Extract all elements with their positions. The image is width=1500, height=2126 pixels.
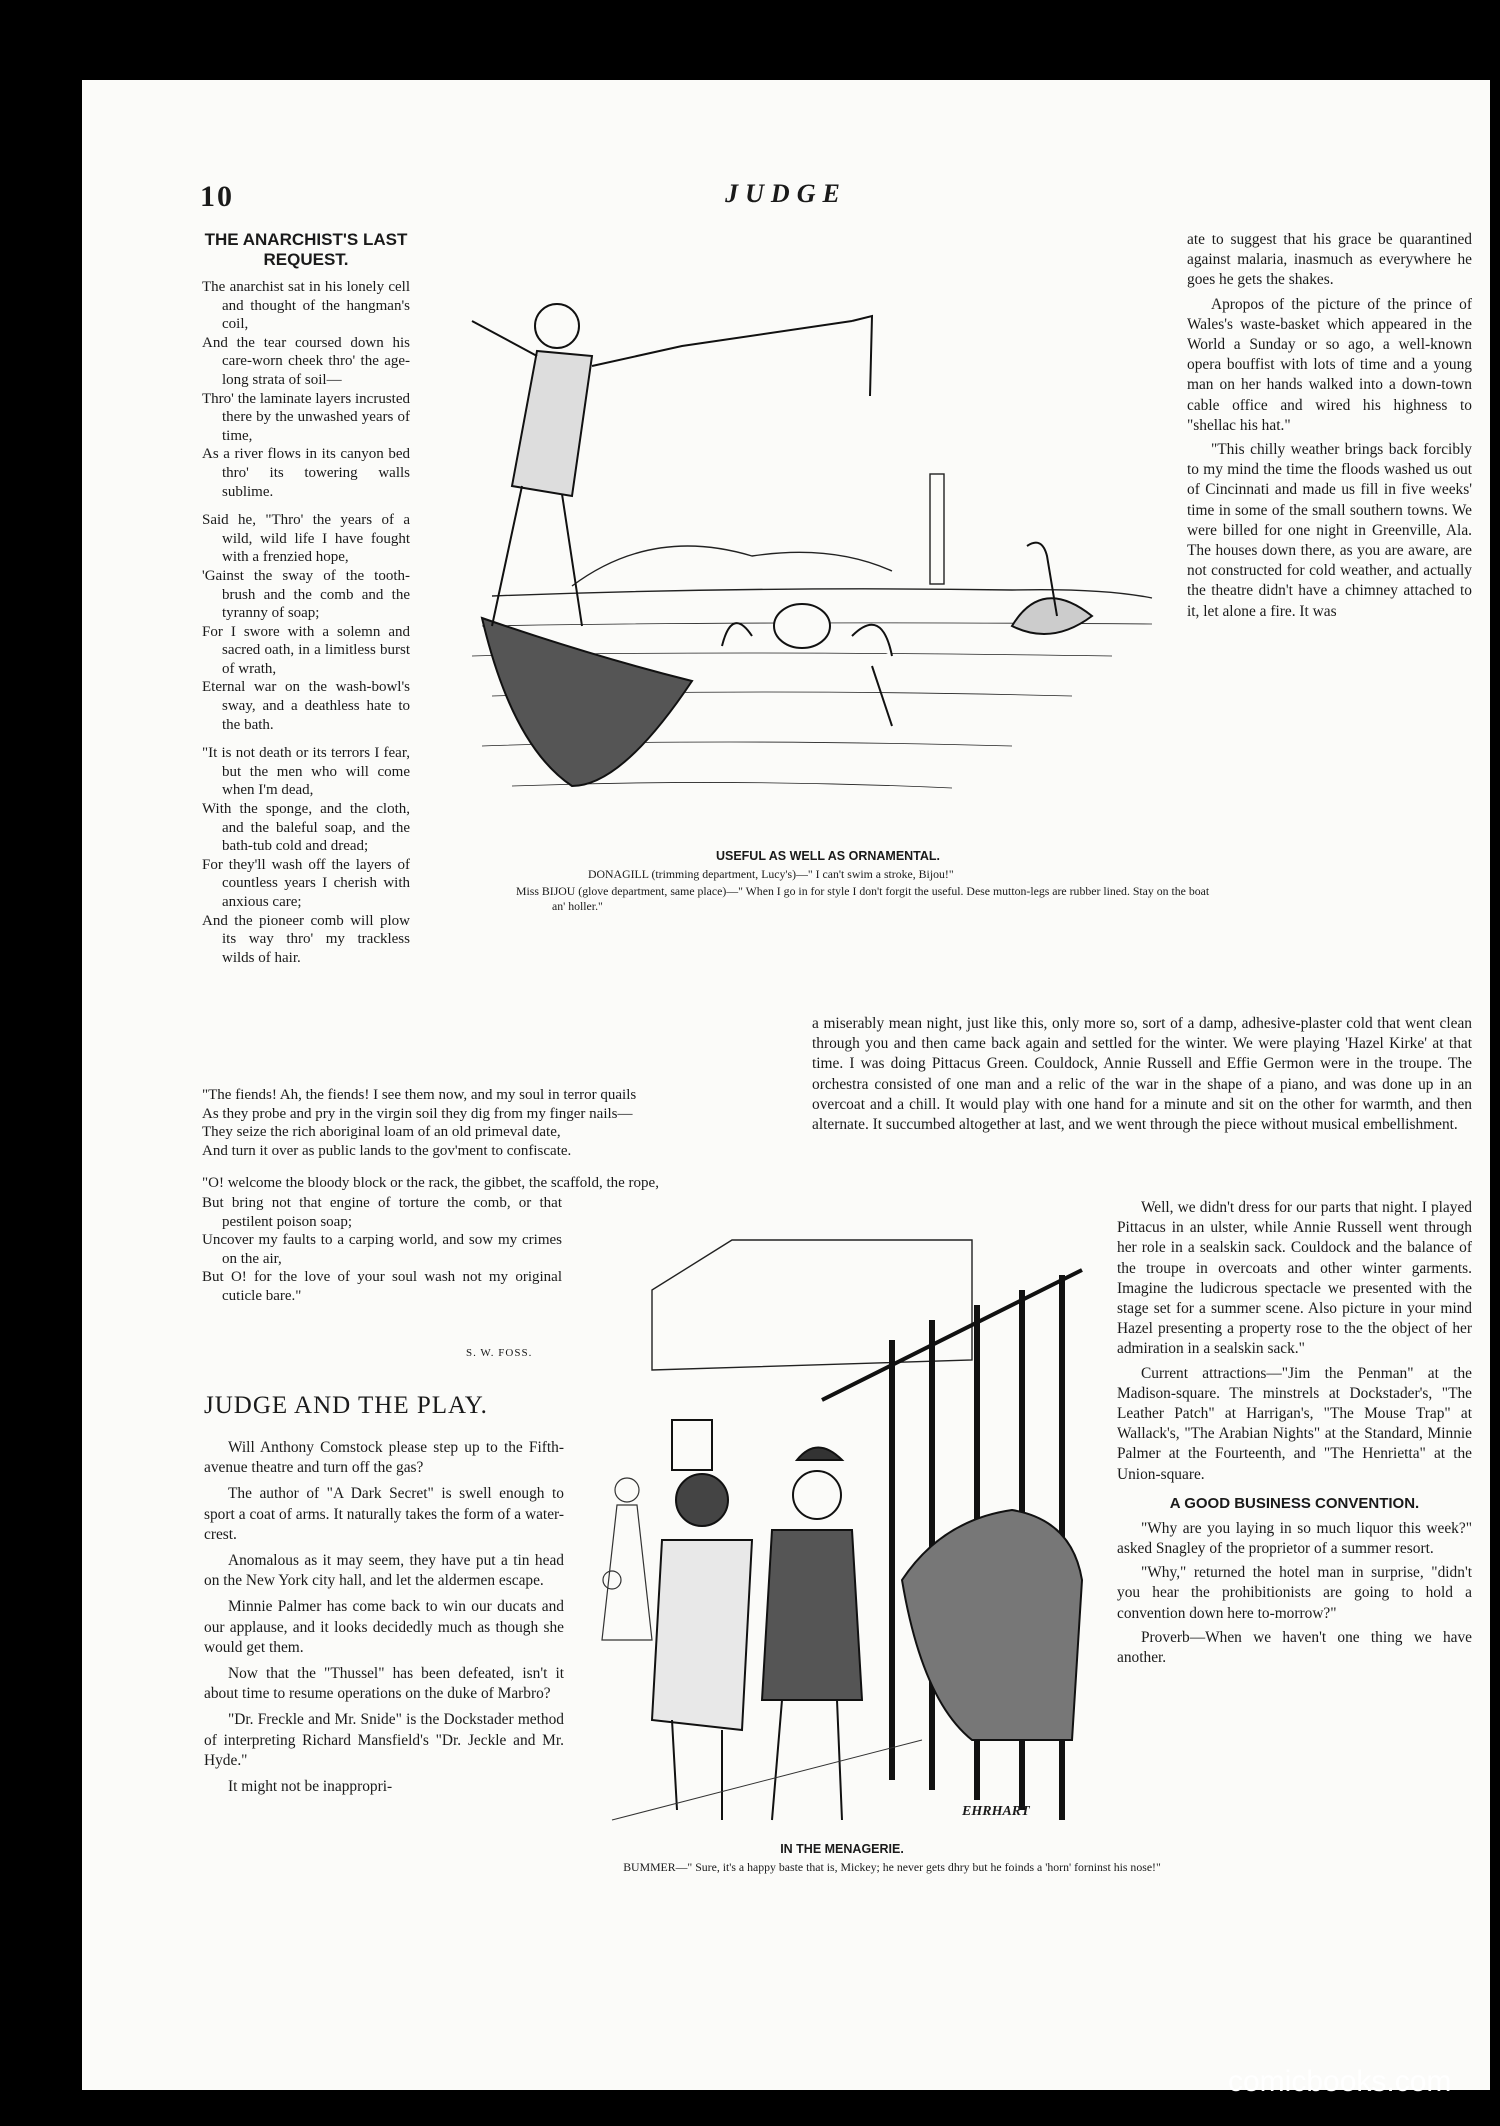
poem-line: For they'll wash off the layers of countless years I cherish with anxious care; bbox=[202, 856, 410, 910]
poem-author: S. W. FOSS. bbox=[466, 1347, 533, 1359]
paragraph: The author of "A Dark Secret" is swell enough to sport a coat of arms. It naturally takes the form of a water-crest. bbox=[204, 1485, 564, 1543]
right-column-top bbox=[1187, 230, 1472, 622]
business-title: A GOOD BUSINESS CONVENTION. bbox=[1169, 1494, 1420, 1512]
paragraph: Now that the "Thussel" has been defeated, isn't it about time to resume operations on the duke of Marbro? bbox=[204, 1665, 564, 1703]
cartoon2-title: IN THE MENAGERIE. bbox=[780, 1842, 904, 1856]
poem-line: And turn it over as public lands to the gov'ment to confiscate. bbox=[202, 1142, 572, 1159]
magazine-page bbox=[82, 80, 1490, 2090]
play-column bbox=[204, 1438, 564, 1797]
paragraph: ate to suggest that his grace be quarantined against malaria, inasmuch as everywhere he goes he gets the shakes. bbox=[1187, 231, 1472, 289]
poem-line: Thro' the laminate layers incrusted there by the unwashed years of time, bbox=[202, 390, 410, 444]
poem-line: And the pioneer comb will plow its way thro' my trackless wilds of hair. bbox=[202, 912, 410, 966]
poem-line: But O! for the love of your soul wash not my original cuticle bare." bbox=[202, 1269, 562, 1304]
paragraph: Current attractions—"Jim the Penman" at the Madison-square. The minstrels at Dockstader's, "The Leather Patch" at Harrigan's, "The Mouse Trap" at Wallack's, "The Arabian Nights" at the Standard, Minnie Palmer at the Fourteenth, and "The Henrietta" at the Union-square. bbox=[1117, 1364, 1472, 1483]
play-title: JUDGE AND THE PLAY. bbox=[204, 1392, 488, 1419]
running-title: JUDGE bbox=[725, 179, 847, 208]
right-column-lower bbox=[1117, 1198, 1472, 1668]
poem-stanza-3 bbox=[202, 744, 410, 967]
page-number: 10 bbox=[200, 180, 234, 213]
poem-line: But bring not that engine of torture the comb, or that pestilent poison soap; bbox=[202, 1195, 562, 1230]
cartoon2-signature: EHRHART bbox=[962, 1804, 1030, 1819]
poem-line: They seize the rich aboriginal loam of an old primeval date, bbox=[202, 1124, 561, 1141]
paragraph: "Why are you laying in so much liquor this week?" asked Snagley of the proprietor of a summer resort. bbox=[1117, 1519, 1472, 1558]
poem-stanza-5a bbox=[202, 1174, 788, 1193]
paragraph: Apropos of the picture of the prince of Wales's waste-basket which appeared in the World a Sunday or so ago, a well-known opera bouffist with lots of time and a young man on her hands walked into a down-town cable office and wired his highness to "shellac his hat." bbox=[1187, 295, 1472, 434]
cartoon2-caption: BUMMER—" Sure, it's a happy baste that is, Mickey; he never gets dhry but he foinds a 'horn' forninst his nose!" bbox=[623, 1860, 1161, 1874]
poem-line: For I swore with a solemn and sacred oath, in a limitless burst of wrath, bbox=[202, 623, 410, 677]
cartoon-menagerie bbox=[592, 1220, 1092, 1840]
cartoon1-title: USEFUL AS WELL AS ORNAMENTAL. bbox=[715, 849, 941, 863]
paragraph: Anomalous as it may seem, they have put a tin head on the New York city hall, and let the aldermen escape. bbox=[204, 1552, 564, 1590]
poem-stanza-1 bbox=[202, 278, 410, 501]
paragraph: "Why," returned the hotel man in surprise, "didn't you hear the prohibitionists are going to hold a convention down here to-morrow?" bbox=[1117, 1564, 1472, 1622]
poem-line: "O! welcome the bloody block or the rack, the gibbet, the scaffold, the rope, bbox=[202, 1175, 659, 1191]
poem-line: Uncover my faults to a carping world, and sow my crimes on the air, bbox=[202, 1232, 562, 1267]
paragraph: "Dr. Freckle and Mr. Snide" is the Dockstader method of interpreting Richard Mansfield's "Dr. Jeckle and Mr. Hyde." bbox=[204, 1711, 564, 1769]
poem-title: THE ANARCHIST'S LAST REQUEST. bbox=[204, 230, 408, 270]
paragraph: Minnie Palmer has come back to win our ducats and our applause, and it looks decidedly much as though she would get them. bbox=[204, 1598, 564, 1656]
poem-line: "It is not death or its terrors I fear, but the men who will come when I'm dead, bbox=[202, 745, 410, 799]
poem-line: As they probe and pry in the virgin soil they dig from my finger nails— bbox=[202, 1105, 633, 1122]
poem-line: 'Gainst the sway of the tooth-brush and the comb and the tyranny of soap; bbox=[202, 567, 410, 622]
poem-line: With the sponge, and the cloth, and the baleful soap, and the bath-tub cold and dread; bbox=[202, 801, 410, 855]
poem-line: Said he, "Thro' the years of a wild, wild life I have fought with a frenzied hope, bbox=[202, 512, 410, 566]
paragraph: "This chilly weather brings back forcibly to my mind the time the floods washed us out of Cincinnati and made us fill in five weeks' time in some of the small southern towns. We were billed for one night in Greenville, Ala. The houses down there, as you are aware, are not constructed for cold weather, and actually the theatre didn't have a chimney attached to it, let alone a fire. It was bbox=[1187, 441, 1472, 620]
poem-line: And the tear coursed down his care-worn cheek thro' the age-long strata of soil— bbox=[202, 334, 410, 388]
cartoon1-caption bbox=[516, 867, 1222, 914]
paragraph: It might not be inappropri- bbox=[228, 1778, 393, 1796]
paragraph: Will Anthony Comstock please step up to the Fifth-avenue theatre and turn off the gas? bbox=[204, 1439, 564, 1477]
poem-stanza-4 bbox=[202, 1086, 788, 1160]
poem-line: The anarchist sat in his lonely cell and thought of the hangman's coil, bbox=[202, 279, 410, 333]
wide-paragraph: a miserably mean night, just like this, only more so, sort of a damp, adhesive-plaster cold that went clean through you and then came back again and settled for the winter. We were playing 'Hazel Kirke' at that time. I was doing Pittacus Green. Couldock, Annie Russell and Effie Germon were in the troupe. The orchestra consisted of one man and a relic of the war in the shape of a piano, and was done up in an overcoat and a chill. It would play with one hand for a minute and sit on the other for warmth, and then alternate. It succumbed altogether at last, and we went through the piece without musical embellishment. bbox=[812, 1015, 1472, 1134]
proverb: Proverb—When we haven't one thing we have another. bbox=[1117, 1628, 1472, 1667]
poem-line: "The fiends! Ah, the fiends! I see them now, and my soul in terror quails bbox=[202, 1087, 637, 1103]
cartoon-useful-ornamental bbox=[452, 226, 1232, 828]
watermark: comicbooks.com bbox=[1228, 2065, 1452, 2098]
cartoon1-caption-line: Miss BIJOU (glove department, same place)—" When I go in for style I don't forgit the useful. Dese mutton-legs are rubber lined. Stay on the boat an' holler." bbox=[516, 884, 1210, 913]
paragraph: Well, we didn't dress for our parts that night. I played Pittacus in an ulster, while Annie Russell went through her role in a sealskin sack. Couldock and the balance of the troupe in overcoats and other winter garments. Imagine the ludicrous spectacle we presented with the stage set for a summer scene. Also picture in your mind Hazel presenting a property rose to the the object of her admiration in a sealskin sack." bbox=[1117, 1199, 1472, 1358]
poem-line: Eternal war on the wash-bowl's sway, and a deathless hate to the bath. bbox=[202, 679, 410, 733]
cartoon1-caption-line: DONAGILL (trimming department, Lucy's)—" I can't swim a stroke, Bijou!" bbox=[588, 867, 954, 881]
poem-stanza-2 bbox=[202, 511, 410, 734]
poem-line: As a river flows in its canyon bed thro' its towering walls sublime. bbox=[202, 446, 410, 500]
poem-stanza-5b bbox=[202, 1194, 562, 1306]
